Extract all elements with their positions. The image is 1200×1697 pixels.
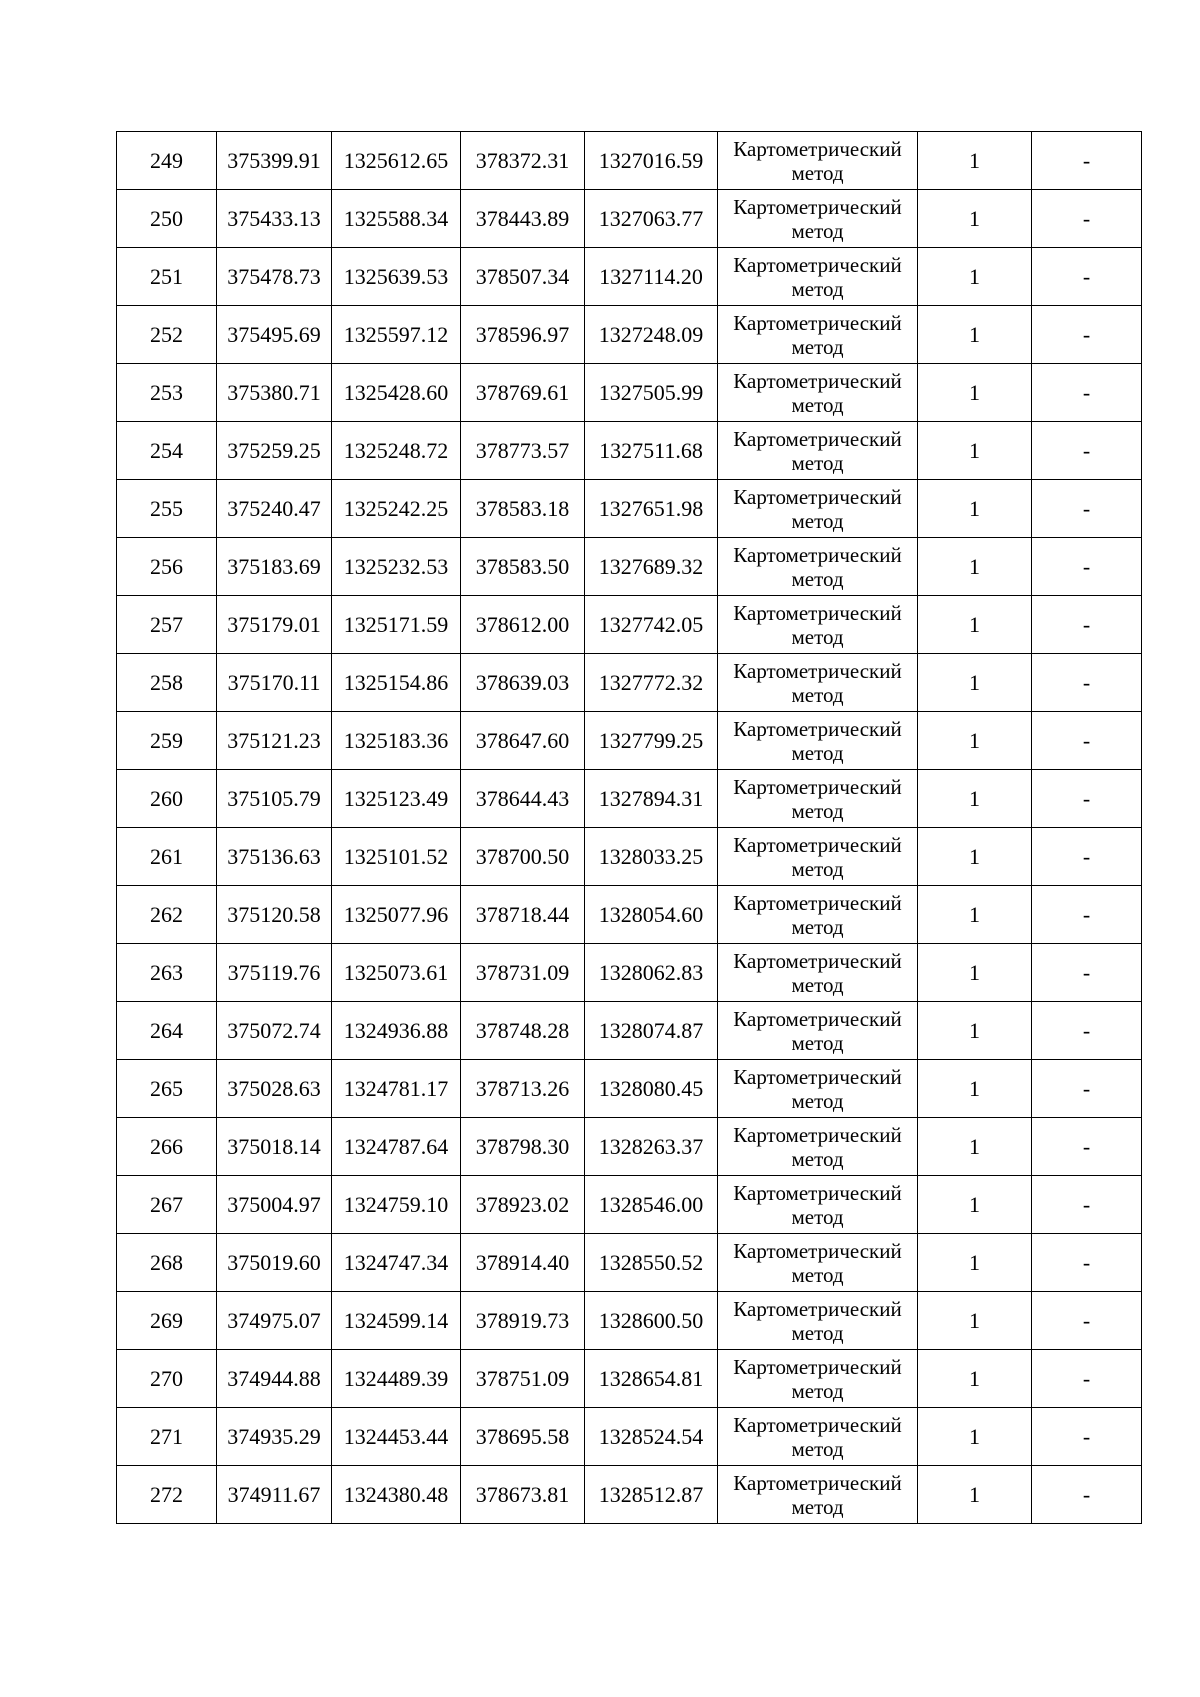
x-old-cell: 375018.14 — [217, 1118, 332, 1176]
y-new-cell: 1327651.98 — [585, 480, 718, 538]
x-old-cell: 375240.47 — [217, 480, 332, 538]
accuracy-cell: 1 — [918, 480, 1032, 538]
y-old-cell: 1325183.36 — [332, 712, 461, 770]
method-cell: Картометрический метод — [718, 1234, 918, 1292]
point-number-cell: 267 — [117, 1176, 217, 1234]
x-new-cell: 378731.09 — [461, 944, 585, 1002]
accuracy-cell: 1 — [918, 1002, 1032, 1060]
point-number-cell: 260 — [117, 770, 217, 828]
point-number-cell: 252 — [117, 306, 217, 364]
accuracy-cell: 1 — [918, 248, 1032, 306]
y-new-cell: 1328080.45 — [585, 1060, 718, 1118]
accuracy-cell: 1 — [918, 422, 1032, 480]
method-cell: Картометрический метод — [718, 1060, 918, 1118]
y-old-cell: 1324380.48 — [332, 1466, 461, 1524]
method-cell: Картометрический метод — [718, 1118, 918, 1176]
point-number-cell: 256 — [117, 538, 217, 596]
point-number-cell: 261 — [117, 828, 217, 886]
table-row — [117, 538, 1142, 596]
method-cell: Картометрический метод — [718, 654, 918, 712]
y-new-cell: 1328600.50 — [585, 1292, 718, 1350]
note-cell: - — [1032, 654, 1142, 712]
table-row — [117, 828, 1142, 886]
y-new-cell: 1327799.25 — [585, 712, 718, 770]
y-old-cell: 1325639.53 — [332, 248, 461, 306]
x-new-cell: 378612.00 — [461, 596, 585, 654]
x-new-cell: 378695.58 — [461, 1408, 585, 1466]
method-cell: Картометрический метод — [718, 248, 918, 306]
note-cell: - — [1032, 1408, 1142, 1466]
note-cell: - — [1032, 1350, 1142, 1408]
x-old-cell: 375072.74 — [217, 1002, 332, 1060]
note-cell: - — [1032, 1234, 1142, 1292]
method-cell: Картометрический метод — [718, 886, 918, 944]
x-old-cell: 375004.97 — [217, 1176, 332, 1234]
x-new-cell: 378372.31 — [461, 132, 585, 190]
x-old-cell: 375136.63 — [217, 828, 332, 886]
x-new-cell: 378713.26 — [461, 1060, 585, 1118]
table-row — [117, 654, 1142, 712]
x-old-cell: 375478.73 — [217, 248, 332, 306]
y-old-cell: 1325073.61 — [332, 944, 461, 1002]
y-new-cell: 1327894.31 — [585, 770, 718, 828]
note-cell: - — [1032, 770, 1142, 828]
x-new-cell: 378798.30 — [461, 1118, 585, 1176]
note-cell: - — [1032, 596, 1142, 654]
y-new-cell: 1328054.60 — [585, 886, 718, 944]
accuracy-cell: 1 — [918, 538, 1032, 596]
method-cell: Картометрический метод — [718, 596, 918, 654]
y-old-cell: 1324936.88 — [332, 1002, 461, 1060]
y-new-cell: 1328512.87 — [585, 1466, 718, 1524]
table-row — [117, 1466, 1142, 1524]
x-new-cell: 378700.50 — [461, 828, 585, 886]
x-new-cell: 378507.34 — [461, 248, 585, 306]
method-cell: Картометрический метод — [718, 422, 918, 480]
y-new-cell: 1327689.32 — [585, 538, 718, 596]
method-cell: Картометрический метод — [718, 190, 918, 248]
x-new-cell: 378718.44 — [461, 886, 585, 944]
method-cell: Картометрический метод — [718, 828, 918, 886]
y-old-cell: 1325597.12 — [332, 306, 461, 364]
x-old-cell: 375121.23 — [217, 712, 332, 770]
table-body — [117, 132, 1142, 1524]
accuracy-cell: 1 — [918, 654, 1032, 712]
method-cell: Картометрический метод — [718, 480, 918, 538]
method-cell: Картометрический метод — [718, 364, 918, 422]
note-cell: - — [1032, 422, 1142, 480]
table-row — [117, 1002, 1142, 1060]
accuracy-cell: 1 — [918, 1408, 1032, 1466]
y-old-cell: 1324747.34 — [332, 1234, 461, 1292]
y-old-cell: 1325612.65 — [332, 132, 461, 190]
note-cell: - — [1032, 944, 1142, 1002]
y-new-cell: 1327248.09 — [585, 306, 718, 364]
point-number-cell: 254 — [117, 422, 217, 480]
x-old-cell: 375495.69 — [217, 306, 332, 364]
method-cell: Картометрический метод — [718, 770, 918, 828]
y-new-cell: 1328524.54 — [585, 1408, 718, 1466]
x-new-cell: 378583.50 — [461, 538, 585, 596]
y-new-cell: 1327772.32 — [585, 654, 718, 712]
x-old-cell: 375170.11 — [217, 654, 332, 712]
x-new-cell: 378443.89 — [461, 190, 585, 248]
note-cell: - — [1032, 1176, 1142, 1234]
table-row — [117, 480, 1142, 538]
x-new-cell: 378923.02 — [461, 1176, 585, 1234]
point-number-cell: 270 — [117, 1350, 217, 1408]
x-new-cell: 378914.40 — [461, 1234, 585, 1292]
table-row — [117, 306, 1142, 364]
x-old-cell: 375105.79 — [217, 770, 332, 828]
accuracy-cell: 1 — [918, 596, 1032, 654]
note-cell: - — [1032, 190, 1142, 248]
table-row — [117, 132, 1142, 190]
x-old-cell: 374944.88 — [217, 1350, 332, 1408]
y-new-cell: 1328550.52 — [585, 1234, 718, 1292]
point-number-cell: 271 — [117, 1408, 217, 1466]
method-cell: Картометрический метод — [718, 1408, 918, 1466]
table-row — [117, 1350, 1142, 1408]
y-old-cell: 1324453.44 — [332, 1408, 461, 1466]
y-new-cell: 1328546.00 — [585, 1176, 718, 1234]
method-cell: Картометрический метод — [718, 1292, 918, 1350]
y-old-cell: 1325123.49 — [332, 770, 461, 828]
method-cell: Картометрический метод — [718, 944, 918, 1002]
note-cell: - — [1032, 480, 1142, 538]
y-new-cell: 1328074.87 — [585, 1002, 718, 1060]
x-old-cell: 375380.71 — [217, 364, 332, 422]
table-row — [117, 248, 1142, 306]
point-number-cell: 249 — [117, 132, 217, 190]
note-cell: - — [1032, 364, 1142, 422]
x-new-cell: 378769.61 — [461, 364, 585, 422]
x-new-cell: 378639.03 — [461, 654, 585, 712]
table-row — [117, 1118, 1142, 1176]
note-cell: - — [1032, 1002, 1142, 1060]
note-cell: - — [1032, 306, 1142, 364]
point-number-cell: 253 — [117, 364, 217, 422]
note-cell: - — [1032, 1118, 1142, 1176]
accuracy-cell: 1 — [918, 1060, 1032, 1118]
accuracy-cell: 1 — [918, 944, 1032, 1002]
method-cell: Картометрический метод — [718, 538, 918, 596]
point-number-cell: 255 — [117, 480, 217, 538]
y-new-cell: 1327114.20 — [585, 248, 718, 306]
method-cell: Картометрический метод — [718, 712, 918, 770]
y-old-cell: 1325428.60 — [332, 364, 461, 422]
x-old-cell: 375028.63 — [217, 1060, 332, 1118]
note-cell: - — [1032, 886, 1142, 944]
accuracy-cell: 1 — [918, 1118, 1032, 1176]
table-row — [117, 1292, 1142, 1350]
table-row — [117, 886, 1142, 944]
x-old-cell: 374911.67 — [217, 1466, 332, 1524]
accuracy-cell: 1 — [918, 886, 1032, 944]
point-number-cell: 250 — [117, 190, 217, 248]
table-row — [117, 712, 1142, 770]
accuracy-cell: 1 — [918, 1292, 1032, 1350]
y-old-cell: 1325101.52 — [332, 828, 461, 886]
accuracy-cell: 1 — [918, 828, 1032, 886]
accuracy-cell: 1 — [918, 364, 1032, 422]
accuracy-cell: 1 — [918, 1466, 1032, 1524]
x-old-cell: 375433.13 — [217, 190, 332, 248]
y-old-cell: 1325154.86 — [332, 654, 461, 712]
table-row — [117, 944, 1142, 1002]
x-old-cell: 375179.01 — [217, 596, 332, 654]
x-new-cell: 378673.81 — [461, 1466, 585, 1524]
note-cell: - — [1032, 712, 1142, 770]
note-cell: - — [1032, 828, 1142, 886]
method-cell: Картометрический метод — [718, 1176, 918, 1234]
y-old-cell: 1325171.59 — [332, 596, 461, 654]
x-old-cell: 374975.07 — [217, 1292, 332, 1350]
x-new-cell: 378773.57 — [461, 422, 585, 480]
y-new-cell: 1328654.81 — [585, 1350, 718, 1408]
y-new-cell: 1327016.59 — [585, 132, 718, 190]
x-old-cell: 375259.25 — [217, 422, 332, 480]
note-cell: - — [1032, 132, 1142, 190]
y-new-cell: 1327511.68 — [585, 422, 718, 480]
x-new-cell: 378748.28 — [461, 1002, 585, 1060]
table-row — [117, 190, 1142, 248]
x-old-cell: 375119.76 — [217, 944, 332, 1002]
y-new-cell: 1327505.99 — [585, 364, 718, 422]
y-new-cell: 1327742.05 — [585, 596, 718, 654]
y-old-cell: 1325588.34 — [332, 190, 461, 248]
y-new-cell: 1328263.37 — [585, 1118, 718, 1176]
coordinates-table — [116, 131, 1142, 1524]
accuracy-cell: 1 — [918, 306, 1032, 364]
method-cell: Картометрический метод — [718, 306, 918, 364]
note-cell: - — [1032, 538, 1142, 596]
y-old-cell: 1324489.39 — [332, 1350, 461, 1408]
point-number-cell: 268 — [117, 1234, 217, 1292]
point-number-cell: 251 — [117, 248, 217, 306]
accuracy-cell: 1 — [918, 712, 1032, 770]
table-row — [117, 364, 1142, 422]
x-new-cell: 378751.09 — [461, 1350, 585, 1408]
point-number-cell: 272 — [117, 1466, 217, 1524]
point-number-cell: 269 — [117, 1292, 217, 1350]
table-row — [117, 1234, 1142, 1292]
y-old-cell: 1325077.96 — [332, 886, 461, 944]
point-number-cell: 266 — [117, 1118, 217, 1176]
accuracy-cell: 1 — [918, 1176, 1032, 1234]
x-old-cell: 375183.69 — [217, 538, 332, 596]
y-new-cell: 1327063.77 — [585, 190, 718, 248]
point-number-cell: 263 — [117, 944, 217, 1002]
x-old-cell: 374935.29 — [217, 1408, 332, 1466]
table-row — [117, 422, 1142, 480]
accuracy-cell: 1 — [918, 770, 1032, 828]
accuracy-cell: 1 — [918, 190, 1032, 248]
x-new-cell: 378919.73 — [461, 1292, 585, 1350]
x-new-cell: 378596.97 — [461, 306, 585, 364]
point-number-cell: 258 — [117, 654, 217, 712]
point-number-cell: 265 — [117, 1060, 217, 1118]
note-cell: - — [1032, 1060, 1142, 1118]
x-old-cell: 375399.91 — [217, 132, 332, 190]
table-row — [117, 1060, 1142, 1118]
x-new-cell: 378644.43 — [461, 770, 585, 828]
note-cell: - — [1032, 1292, 1142, 1350]
note-cell: - — [1032, 1466, 1142, 1524]
y-old-cell: 1324787.64 — [332, 1118, 461, 1176]
method-cell: Картометрический метод — [718, 1002, 918, 1060]
method-cell: Картометрический метод — [718, 132, 918, 190]
x-old-cell: 375120.58 — [217, 886, 332, 944]
y-old-cell: 1325248.72 — [332, 422, 461, 480]
x-new-cell: 378647.60 — [461, 712, 585, 770]
method-cell: Картометрический метод — [718, 1350, 918, 1408]
accuracy-cell: 1 — [918, 1350, 1032, 1408]
y-old-cell: 1324781.17 — [332, 1060, 461, 1118]
y-new-cell: 1328033.25 — [585, 828, 718, 886]
y-old-cell: 1324759.10 — [332, 1176, 461, 1234]
table-row — [117, 770, 1142, 828]
table-row — [117, 1408, 1142, 1466]
accuracy-cell: 1 — [918, 132, 1032, 190]
method-cell: Картометрический метод — [718, 1466, 918, 1524]
table-row — [117, 596, 1142, 654]
x-old-cell: 375019.60 — [217, 1234, 332, 1292]
y-new-cell: 1328062.83 — [585, 944, 718, 1002]
x-new-cell: 378583.18 — [461, 480, 585, 538]
point-number-cell: 262 — [117, 886, 217, 944]
y-old-cell: 1324599.14 — [332, 1292, 461, 1350]
y-old-cell: 1325242.25 — [332, 480, 461, 538]
table-row — [117, 1176, 1142, 1234]
point-number-cell: 257 — [117, 596, 217, 654]
y-old-cell: 1325232.53 — [332, 538, 461, 596]
point-number-cell: 264 — [117, 1002, 217, 1060]
accuracy-cell: 1 — [918, 1234, 1032, 1292]
note-cell: - — [1032, 248, 1142, 306]
point-number-cell: 259 — [117, 712, 217, 770]
